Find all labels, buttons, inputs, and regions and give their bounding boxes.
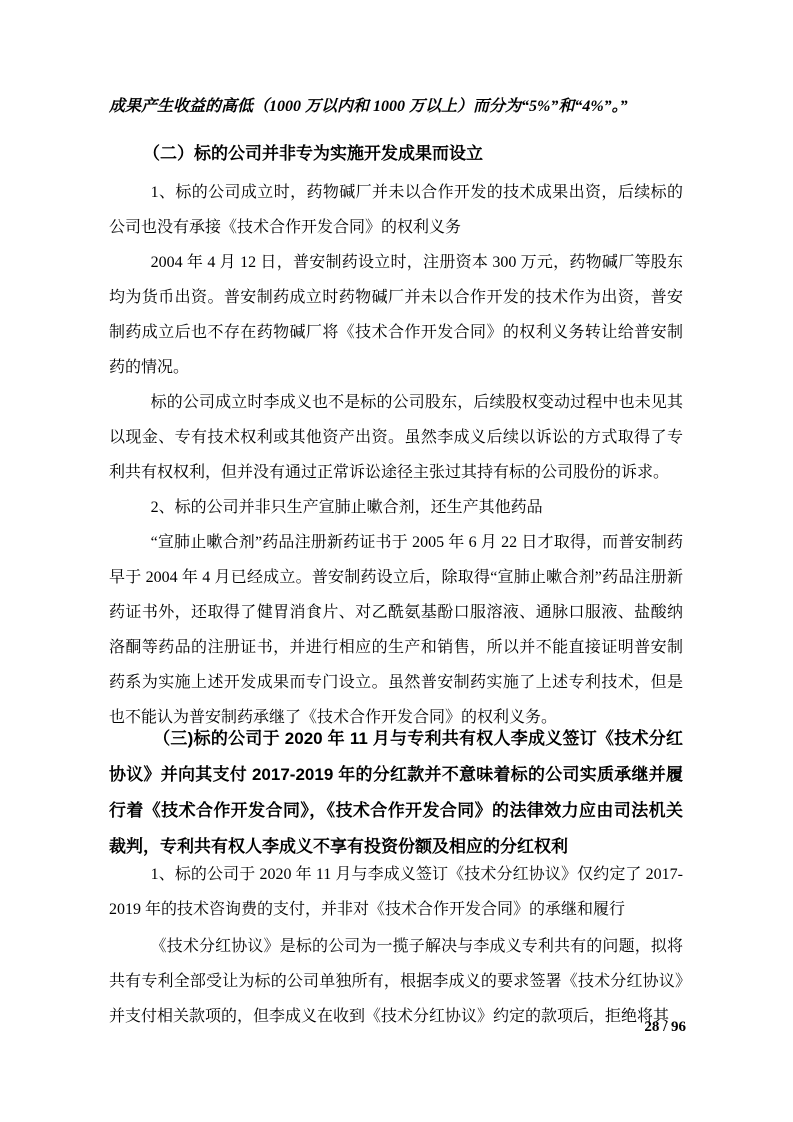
section-2-item-2-paragraph-1: “宣肺止嗽合剂”药品注册新药证书于 2005 年 6 月 22 日才取得，而普安制药早于 2004 年 4 月已经成立。普安制药设立后，除取得“宣肺止嗽合剂”药品注册新药证书外，还取得了健胃消食片、对乙酰氨基酚口服溶液、通脉口服液、盐酸纳洛酮等药品的注册证书，并进行相应的生产和销售，所以并不能直接证明普安制药系为实施上述开发成果而专门设立。虽然普安制药实施了上述专利技术，但是也不能认为普安制药承继了《技术合作开发合同》的权利义务。 <box>109 534 683 726</box>
document-content <box>109 89 683 1034</box>
section-3-item-1-heading: 1、标的公司于 2020 年 11 月与李成义签订《技术分红协议》仅约定了 2017-2019 年的技术咨询费的支付，并非对《技术合作开发合同》的承继和履行 <box>109 866 683 918</box>
continuation-paragraph: 成果产生收益的高低（1000 万以内和 1000 万以上）而分为“5%”和“4%”。” <box>109 98 628 115</box>
section-2-item-1-heading: 1、标的公司成立时，药物碱厂并未以合作开发的技术成果出资，后续标的公司也没有承接《技术合作开发合同》的权利义务 <box>109 184 683 236</box>
section-2-item-2-heading: 2、标的公司并非只生产宣肺止嗽合剂，还生产其他药品 <box>150 499 543 516</box>
page-number: 28 / 96 <box>644 1019 686 1035</box>
section-heading-3: （三)标的公司于 2020 年 11 月与专利共有权人李成义签订《技术分红协议》并向其支付 2017-2019 年的分红款并不意味着标的公司实质承继并履行着《技术合作开发合同》，《技术合作开发合同》的法律效力应由司法机关裁判，专利共有权人李成义不享有投资份额及相应的分红权利 <box>109 729 683 856</box>
section-heading-2: （二）标的公司并非专为实施开发成果而设立 <box>143 144 483 163</box>
section-2-item-1-paragraph-1: 2004 年 4 月 12 日，普安制药设立时，注册资本 300 万元，药物碱厂等股东均为货币出资。普安制药成立时药物碱厂并未以合作开发的技术作为出资，普安制药成立后也不存在药物碱厂将《技术合作开发合同》的权利义务转让给普安制药的情况。 <box>109 254 683 376</box>
section-2-item-1-paragraph-2: 标的公司成立时李成义也不是标的公司股东，后续股权变动过程中也未见其以现金、专有技术权利或其他资产出资。虽然李成义后续以诉讼的方式取得了专利共有权权利，但并没有通过正常诉讼途径主张过其持有标的公司股份的诉求。 <box>109 394 683 481</box>
section-3-item-1-paragraph-1: 《技术分红协议》是标的公司为一揽子解决与李成义专利共有的问题，拟将共有专利全部受让为标的公司单独所有，根据李成义的要求签署《技术分红协议》并支付相关款项的，但李成义在收到《技术分红协议》约定的款项后，拒绝将其 <box>109 938 683 1025</box>
